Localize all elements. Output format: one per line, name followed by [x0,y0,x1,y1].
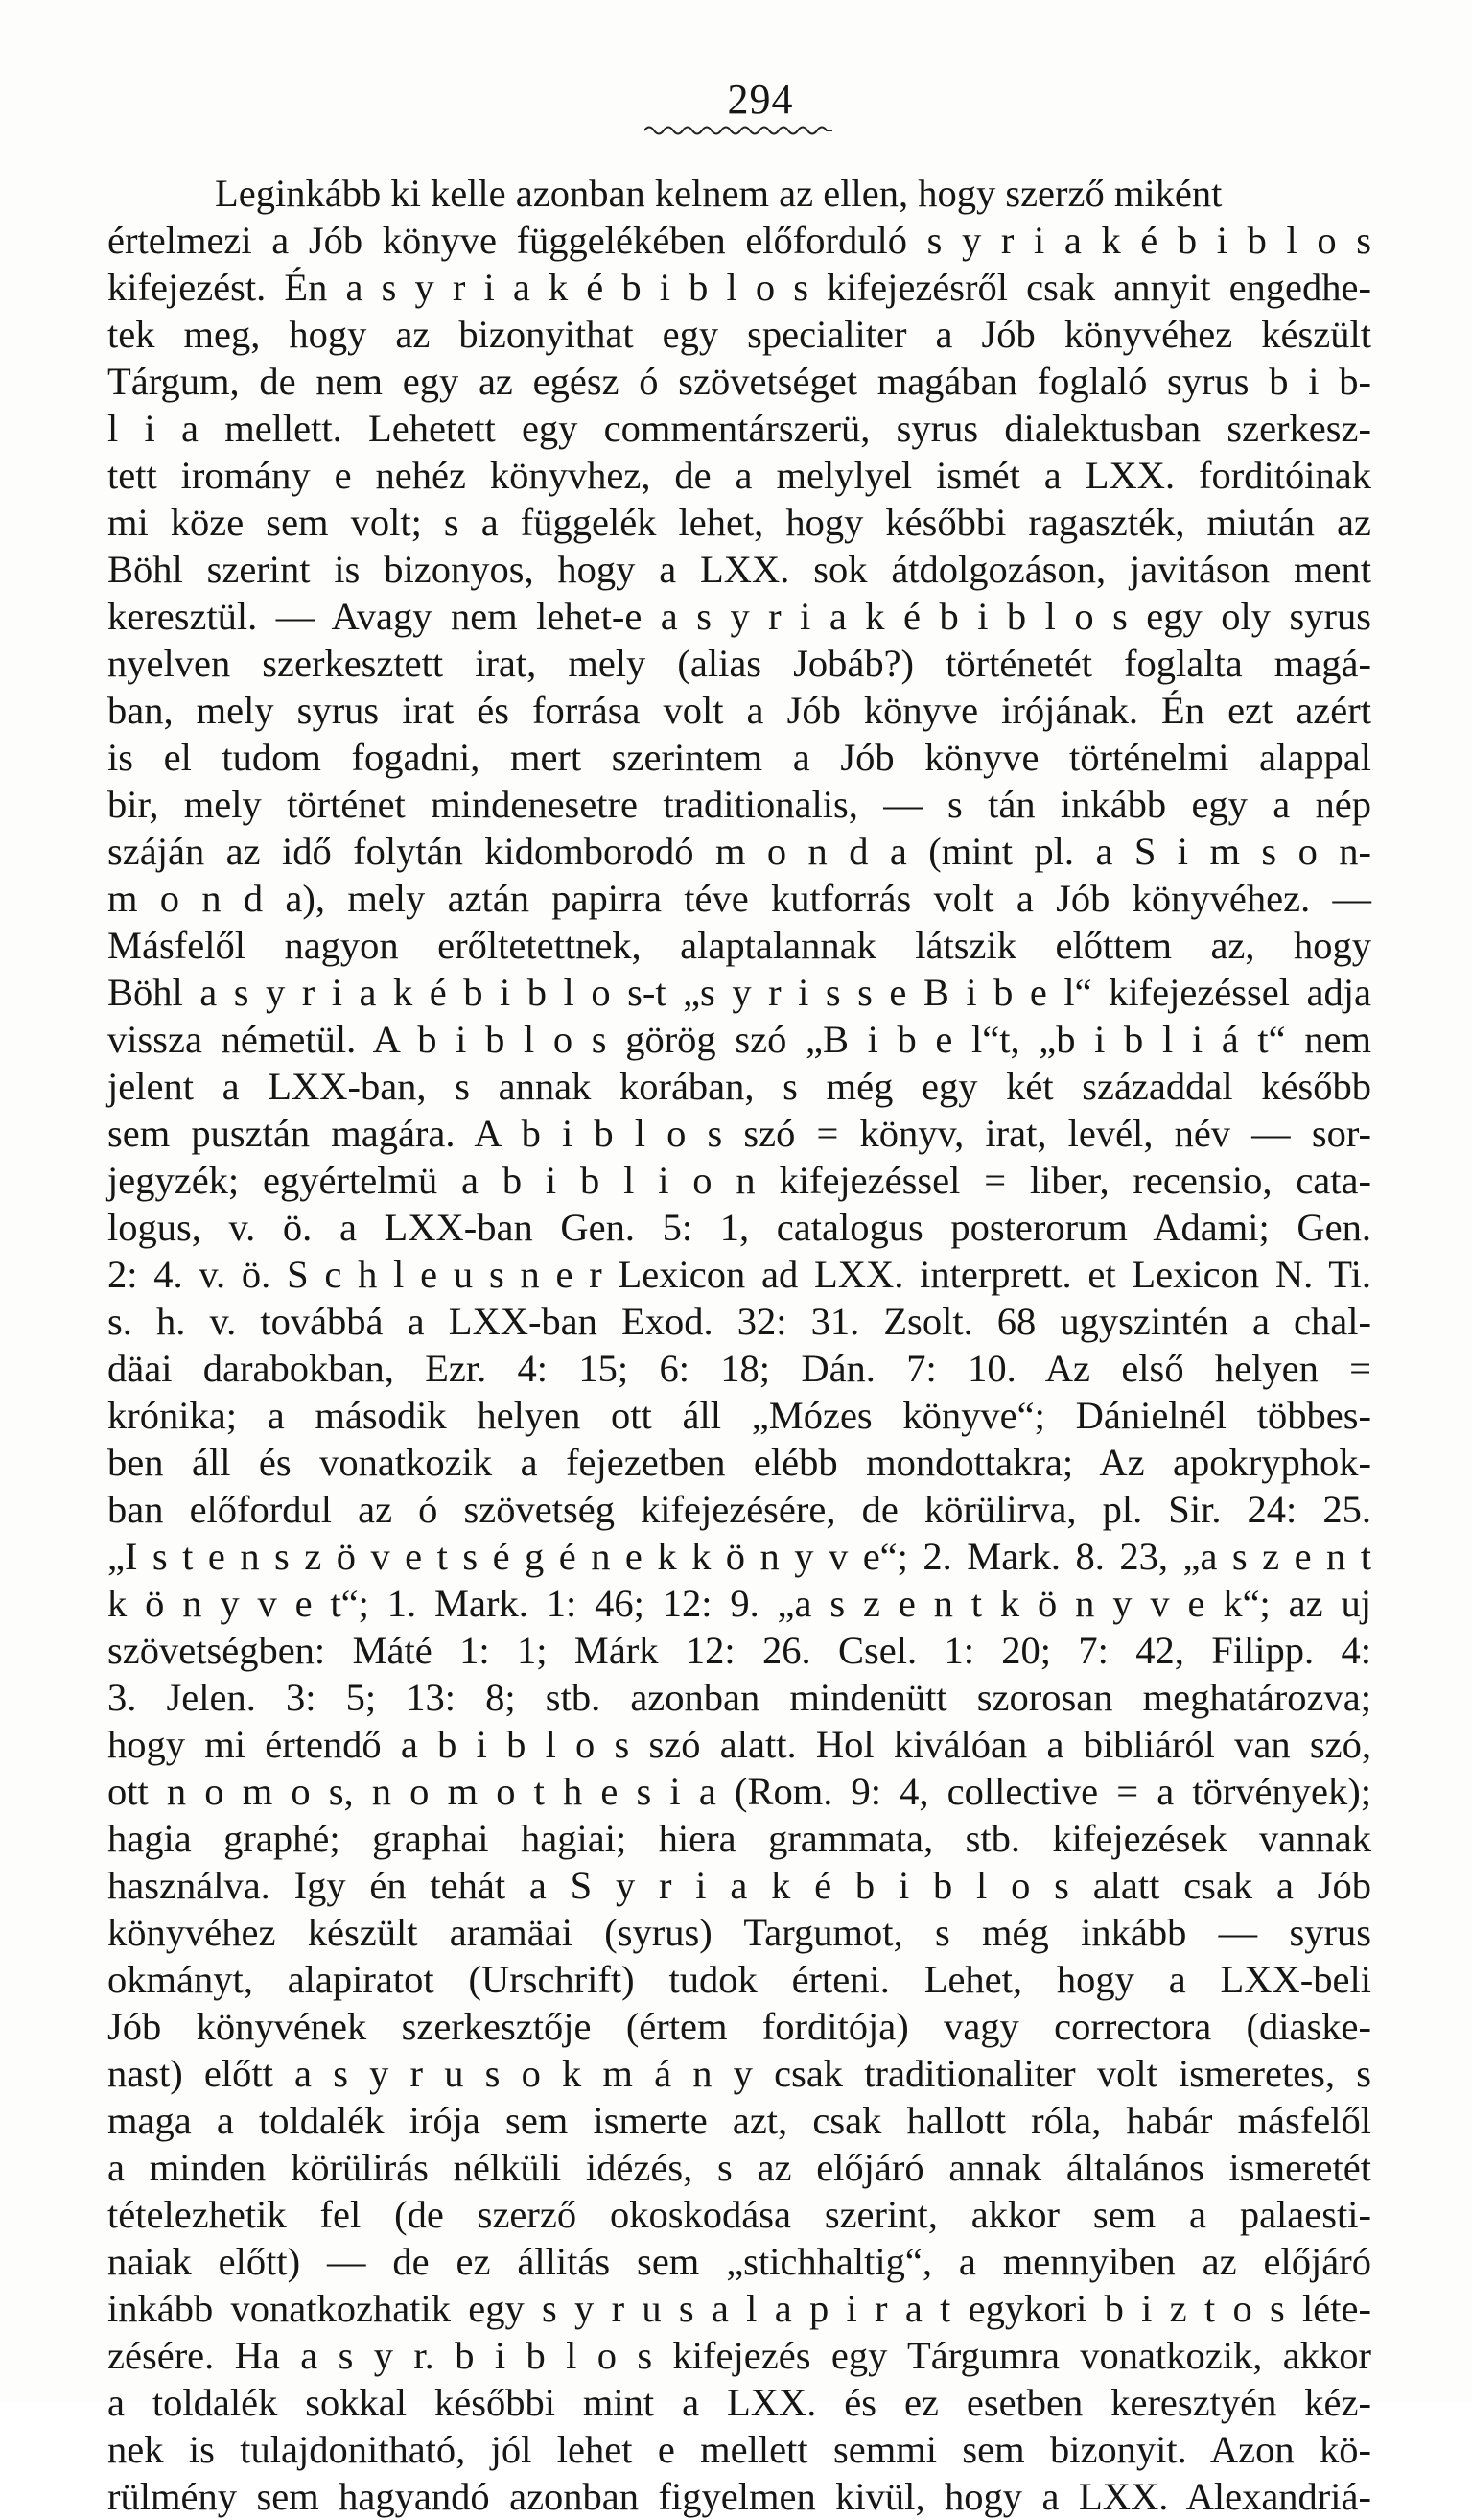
text-line: használva. Igy én tehát a S y r i a k é b i b l o s alatt csak a Jób [107,1864,1371,1907]
page-number-ornament-underline [644,123,832,138]
text-line: k ö n y v e t“; 1. Mark. 1: 46; 12: 9. „a s z e n t k ö n y v e k“; az uj [107,1582,1371,1625]
text-line: száján az idő folytán kidomborodó m o n d a (mint pl. a S i m s o n- [107,830,1371,873]
text-line: maga a toldalék irója sem ismerte azt, csak hallott róla, habár másfelől [107,2099,1371,2142]
text-line: tett iromány e nehéz könyvhez, de a melylyel ismét a LXX. forditóinak [107,454,1371,497]
page-number: 294 [727,76,794,123]
text-line: Tárgum, de nem egy az egész ó szövetséget magában foglaló syrus b i b- [107,360,1371,403]
text-line: is el tudom fogadni, mert szerintem a Jób könyve történelmi alappal [107,736,1371,779]
text-line: szövetségben: Máté 1: 1; Márk 12: 26. Csel. 1: 20; 7: 42, Filipp. 4: [107,1629,1371,1672]
text-line: s. h. v. továbbá a LXX-ban Exod. 32: 31. Zsolt. 68 ugyszintén a chal- [107,1300,1371,1343]
body-text [107,170,1371,2520]
text-line: ott n o m o s, n o m o t h e s i a (Rom. 9: 4, collective = a törvények); [107,1770,1371,1813]
text-line: jelent a LXX-ban, s annak korában, s még egy két századdal később [107,1065,1371,1108]
text-line: Másfelől nagyon erőltetettnek, alaptalannak látszik előttem az, hogy [107,924,1371,967]
text-line: rülmény sem hagyandó azonban figyelmen kivül, hogy a LXX. Alexandriá- [107,2475,1371,2518]
text-line: „I s t e n s z ö v e t s é g é n e k k ö n y v e“; 2. Mark. 8. 23, „a s z e n t [107,1535,1371,1578]
text-line: Böhl a s y r i a k é b i b l o s-t „s y r i s s e B i b e l“ kifejezéssel adja [107,971,1371,1014]
text-line: m o n d a), mely aztán papirra téve kutforrás volt a Jób könyvéhez. — [107,877,1371,920]
text-line: ben áll és vonatkozik a fejezetben elébb mondottakra; Az apokryphok- [107,1441,1371,1484]
text-line: tek meg, hogy az bizonyithat egy specialiter a Jób könyvéhez készült [107,313,1371,356]
text-line: däai darabokban, Ezr. 4: 15; 6: 18; Dán. 7: 10. Az első helyen = [107,1347,1371,1390]
text-line: nyelven szerkesztett irat, mely (alias Jobáb?) történetét foglalta magá- [107,642,1371,685]
text-line: jegyzék; egyértelmü a b i b l i o n kifejezéssel = liber, recensio, cata- [107,1159,1371,1202]
text-line: Böhl szerint is bizonyos, hogy a LXX. sok átdolgozáson, javitáson ment [107,548,1371,591]
text-line: értelmezi a Jób könyve függelékében előforduló s y r i a k é b i b l o s [107,219,1371,262]
text-line: naiak előtt) — de ez állitás sem „stichhaltig“, a mennyiben az előjáró [107,2240,1371,2283]
text-line: hagia graphé; graphai hagiai; hiera grammata, stb. kifejezések vannak [107,1817,1371,1860]
text-line: a minden körülirás nélküli idézés, s az előjáró annak általános ismeretét [107,2146,1371,2189]
text-line: nek is tulajdonitható, jól lehet e mellett semmi sem bizonyit. Azon kö- [107,2428,1371,2471]
text-line: 3. Jelen. 3: 5; 13: 8; stb. azonban mindenütt szorosan meghatározva; [107,1676,1371,1719]
text-line: mi köze sem volt; s a függelék lehet, hogy későbbi ragaszték, miután az [107,501,1371,544]
text-line: ban, mely syrus irat és forrása volt a Jób könyve irójának. Én ezt azért [107,689,1371,732]
text-line: krónika; a második helyen ott áll „Mózes könyve“; Dánielnél többes- [107,1394,1371,1437]
text-line: bir, mely történet mindenesetre traditionalis, — s tán inkább egy a nép [107,783,1371,826]
text-line: inkább vonatkozhatik egy s y r u s a l a p i r a t egykori b i z t o s léte- [107,2287,1371,2330]
text-line: ban előfordul az ó szövetség kifejezésére, de körülirva, pl. Sir. 24: 25. [107,1488,1371,1531]
text-line: keresztül. — Avagy nem lehet-e a s y r i a k é b i b l o s egy oly syrus [107,595,1371,638]
text-line: nast) előtt a s y r u s o k m á n y csak traditionaliter volt ismeretes, s [107,2052,1371,2095]
text-line: 2: 4. v. ö. S c h l e u s n e r Lexicon ad LXX. interprett. et Lexicon N. Ti. [107,1253,1371,1296]
text-line: sem pusztán magára. A b i b l o s szó = könyv, irat, levél, név — sor- [107,1112,1371,1155]
text-line: okmányt, alapiratot (Urschrift) tudok érteni. Lehet, hogy a LXX-beli [107,1958,1371,2001]
text-line: logus, v. ö. a LXX-ban Gen. 5: 1, catalogus posterorum Adami; Gen. [107,1206,1371,1249]
text-line: l i a mellett. Lehetett egy commentárszerü, syrus dialektusban szerkesz- [107,407,1371,450]
text-line: hogy mi értendő a b i b l o s szó alatt. Hol kiválóan a bibliáról van szó, [107,1723,1371,1766]
text-line: vissza németül. A b i b l o s görög szó „B i b e l“t, „b i b l i á t“ nem [107,1018,1371,1061]
text-line: Jób könyvének szerkesztője (értem forditója) vagy correctora (diaske- [107,2005,1371,2048]
text-line: a toldalék sokkal későbbi mint a LXX. és ez esetben keresztyén kéz- [107,2381,1371,2424]
text-line: kifejezést. Én a s y r i a k é b i b l o s kifejezésről csak annyit engedhe- [107,266,1371,309]
text-line: tételezhetik fel (de szerző okoskodása szerint, akkor sem a palaesti- [107,2193,1371,2236]
text-line: zésére. Ha a s y r. b i b l o s kifejezés egy Tárgumra vonatkozik, akkor [107,2334,1371,2377]
text-line: könyvéhez készült aramäai (syrus) Targumot, s még inkább — syrus [107,1911,1371,1954]
text-line: Leginkább ki kelle azonban kelnem az ellen, hogy szerző miként [215,172,1223,215]
